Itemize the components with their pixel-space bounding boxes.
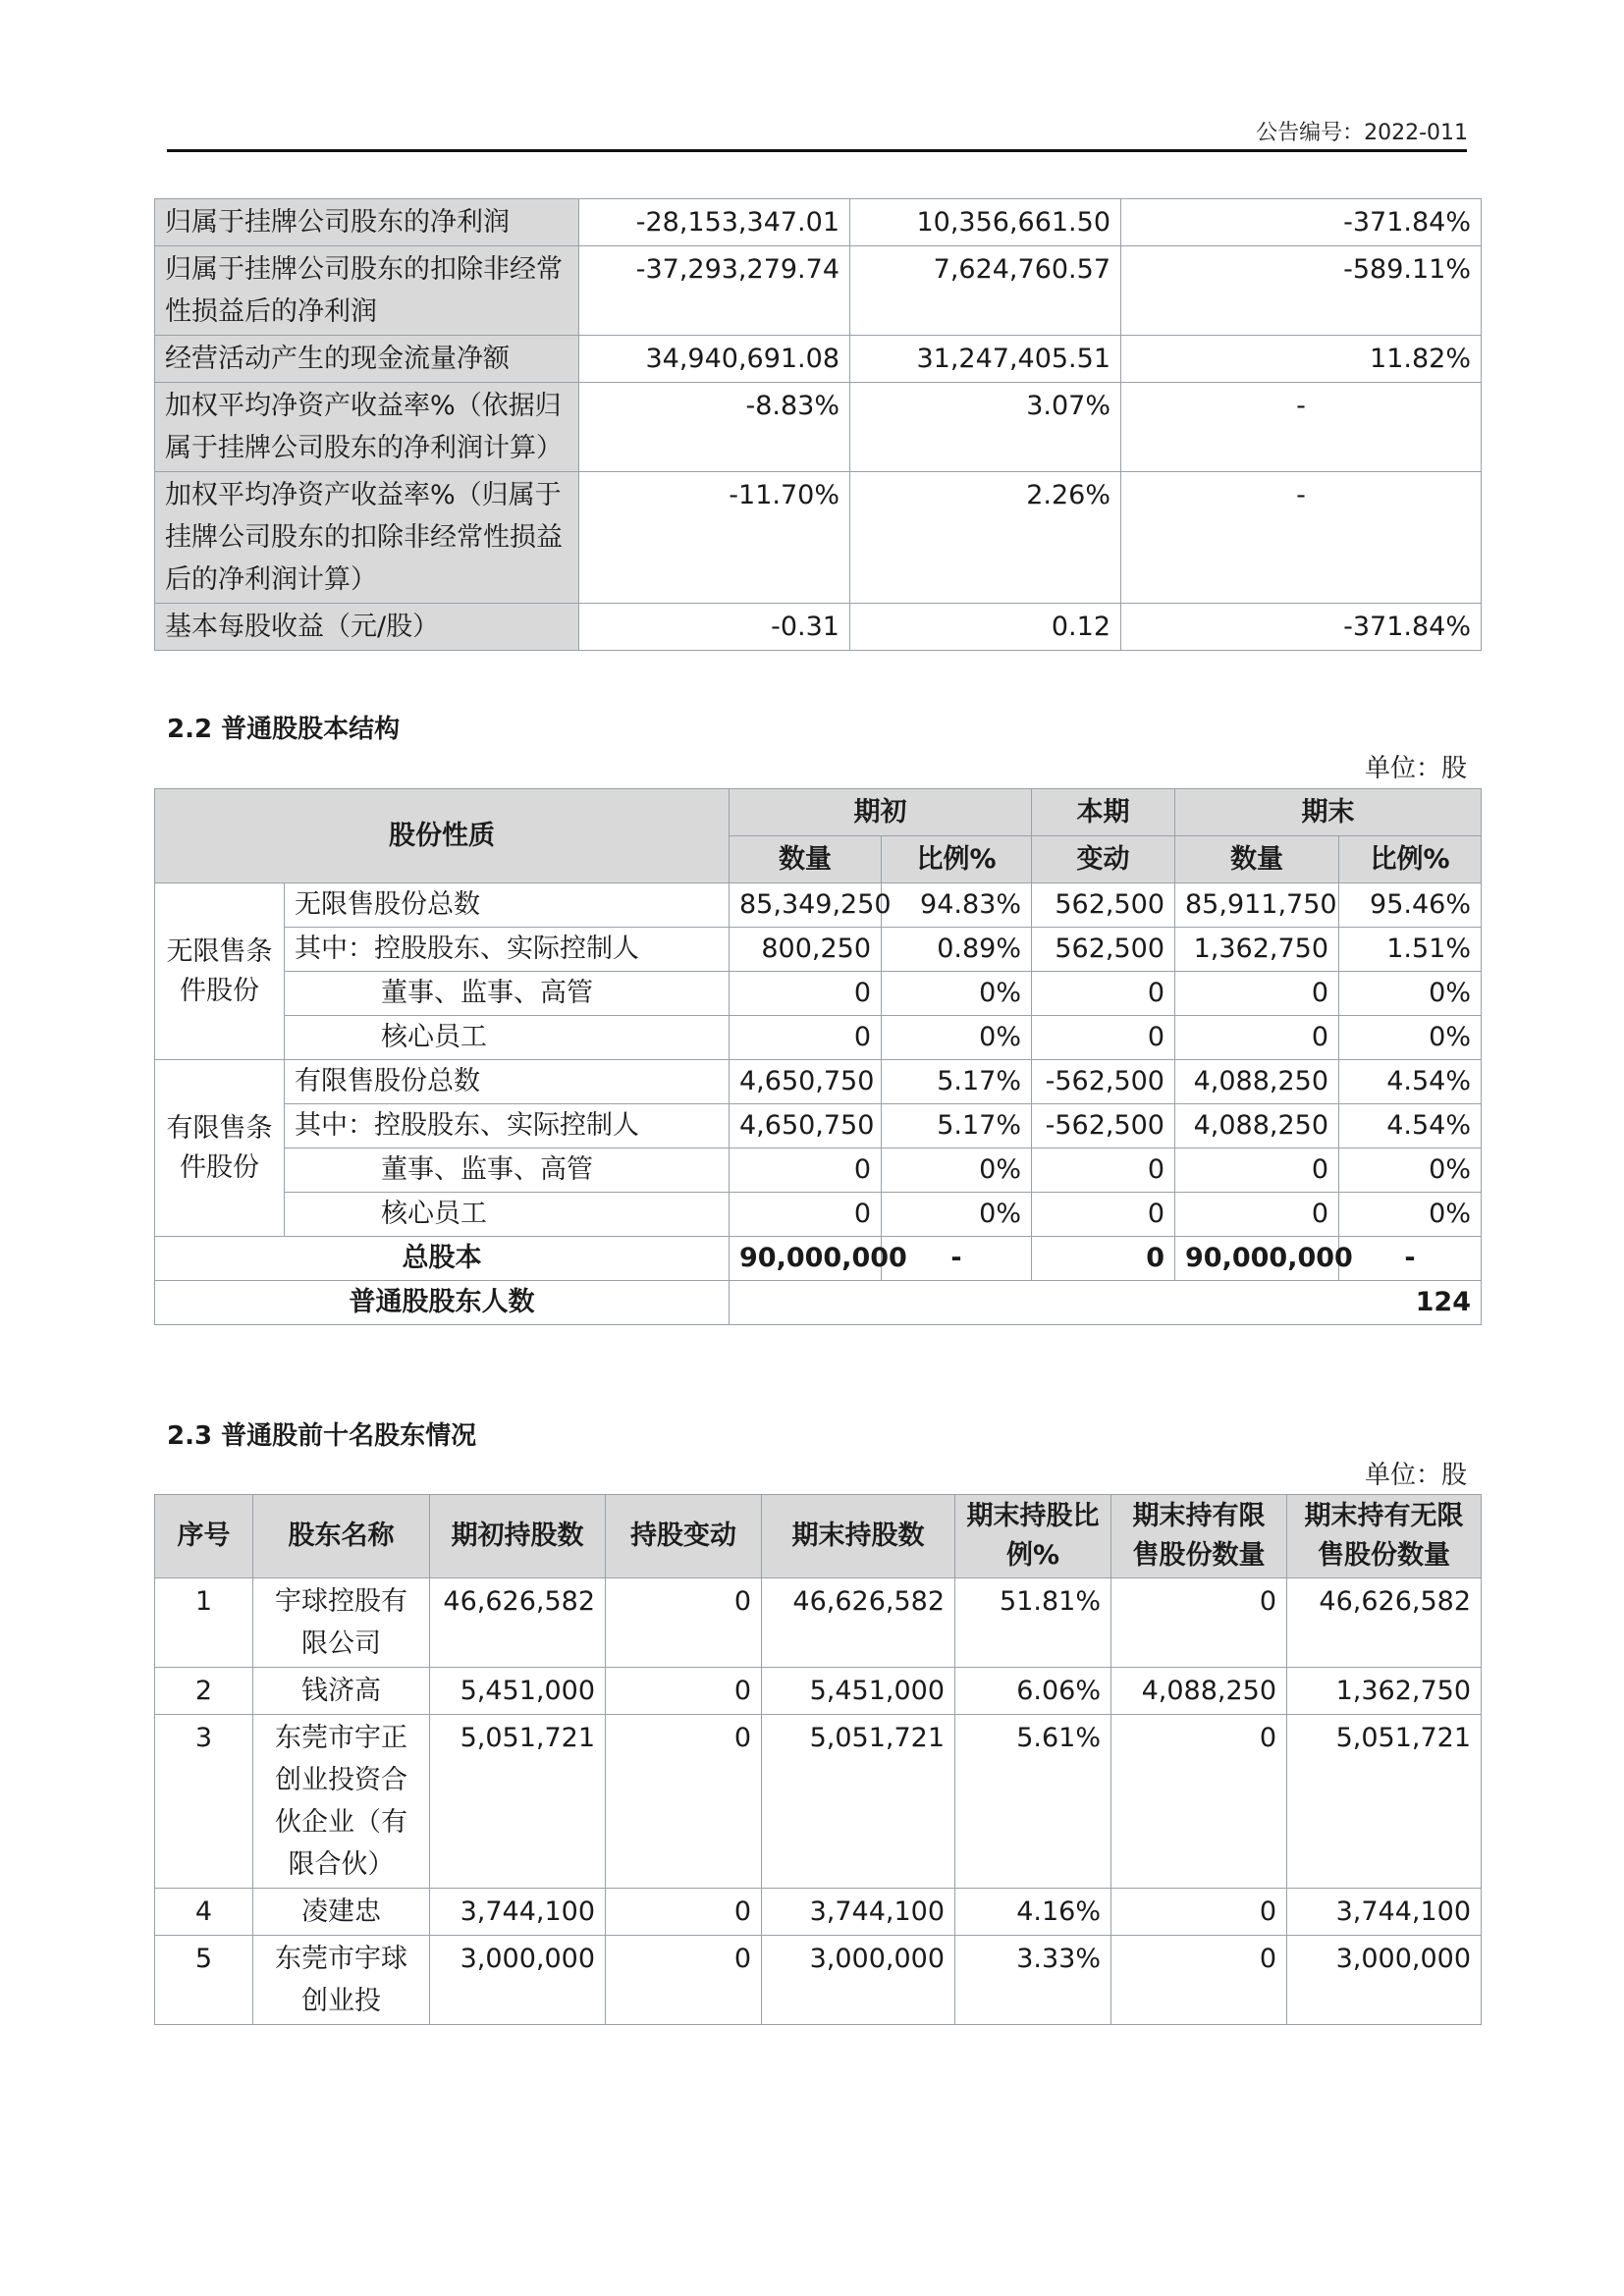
share-structure-table [154,788,1482,1325]
unrestricted-qty: 3,000,000 [1287,1936,1482,2025]
shareholder-name: 凌建忠 [253,1889,430,1936]
column-header: 序号 [155,1495,253,1578]
end-qty: 0 [1175,1193,1339,1237]
total-row [155,1237,1482,1281]
current-value: -11.70% [579,472,850,604]
share-nature-label: 其中：控股股东、实际控制人 [285,1104,730,1148]
end-ratio: 4.54% [1339,1060,1482,1104]
share-nature-label: 核心员工 [285,1016,730,1060]
end-qty: 0 [1175,1016,1339,1060]
end-qty: 0 [1175,972,1339,1016]
financial-indicators-table [154,198,1482,651]
share-nature-label: 有限售股份总数 [285,1060,730,1104]
end-ratio: 1.51% [1339,928,1482,972]
header-rule [167,149,1467,152]
total-label: 总股本 [155,1237,730,1281]
shareholder-name: 宇球控股有限公司 [253,1578,430,1668]
restricted-qty: 0 [1111,1889,1287,1936]
end-qty: 4,088,250 [1175,1104,1339,1148]
header-begin-qty: 数量 [730,836,882,883]
begin-ratio: 0% [882,1148,1032,1193]
table-row [155,472,1482,604]
begin-qty: 4,650,750 [730,1060,882,1104]
table-row [155,1060,1482,1104]
end-holding: 46,626,582 [762,1578,955,1668]
shareholder-name: 东莞市宇球创业投 [253,1936,430,2025]
section-2-3-title: 2.3 普通股前十名股东情况 [167,1421,477,1451]
end-holding: 5,051,721 [762,1715,955,1889]
begin-ratio: 0.89% [882,928,1032,972]
total-begin-qty: 90,000,000 [730,1237,882,1281]
change-rate: -371.84% [1121,199,1482,246]
period-change: 0 [1032,1148,1175,1193]
change-rate: 11.82% [1121,336,1482,383]
begin-holding: 3,000,000 [430,1936,606,2025]
end-ratio: 95.46% [1339,883,1482,928]
table-row [155,972,1482,1016]
header-end-qty: 数量 [1175,836,1339,883]
current-value: -0.31 [579,604,850,651]
table-row [155,199,1482,246]
column-header: 期末持股数 [762,1495,955,1578]
change-rate: - [1121,383,1482,472]
table-row [155,336,1482,383]
begin-ratio: 94.83% [882,883,1032,928]
holders-label: 普通股股东人数 [155,1281,730,1325]
restricted-qty: 0 [1111,1578,1287,1668]
begin-ratio: 5.17% [882,1060,1032,1104]
indicator-label: 归属于挂牌公司股东的扣除非经常性损益后的净利润 [155,246,579,336]
column-header: 期末持股比例% [955,1495,1111,1578]
table-row [155,1104,1482,1148]
header-end-ratio: 比例% [1339,836,1482,883]
unrestricted-qty: 46,626,582 [1287,1578,1482,1668]
holding-change: 0 [606,1668,762,1715]
unrestricted-qty: 5,051,721 [1287,1715,1482,1889]
shareholder-name: 钱济高 [253,1668,430,1715]
table-row [155,1668,1482,1715]
end-qty: 1,362,750 [1175,928,1339,972]
holding-change: 0 [606,1889,762,1936]
share-nature-label: 无限售股份总数 [285,883,730,928]
end-ratio: 51.81% [955,1578,1111,1668]
previous-value: 0.12 [850,604,1121,651]
announcement-number: 公告编号：2022-011 [1256,121,1468,145]
previous-value: 2.26% [850,472,1121,604]
header-change-top: 本期 [1032,789,1175,836]
rank: 1 [155,1578,253,1668]
top-shareholders-table [154,1494,1482,2025]
total-begin-ratio: - [882,1237,1032,1281]
column-header: 期初持股数 [430,1495,606,1578]
begin-qty: 0 [730,972,882,1016]
period-change: 0 [1032,972,1175,1016]
current-value: -28,153,347.01 [579,199,850,246]
section-2-2-title: 2.2 普通股股本结构 [167,715,401,744]
end-ratio: 0% [1339,1193,1482,1237]
restricted-qty: 4,088,250 [1111,1668,1287,1715]
end-ratio: 4.54% [1339,1104,1482,1148]
change-rate: -371.84% [1121,604,1482,651]
end-ratio: 0% [1339,1016,1482,1060]
column-header: 期末持有限售股份数量 [1111,1495,1287,1578]
previous-value: 7,624,760.57 [850,246,1121,336]
end-qty: 4,088,250 [1175,1060,1339,1104]
period-change: 562,500 [1032,883,1175,928]
holding-change: 0 [606,1715,762,1889]
header-change-bottom: 变动 [1032,836,1175,883]
end-ratio: 3.33% [955,1936,1111,2025]
section-2-3-unit: 单位：股 [1364,1461,1467,1490]
table-row [155,246,1482,336]
table-row [155,1016,1482,1060]
holders-count: 124 [730,1281,1482,1325]
group-restricted: 有限售条件股份 [155,1060,285,1237]
table-row [155,928,1482,972]
begin-qty: 85,349,250 [730,883,882,928]
restricted-qty: 0 [1111,1936,1287,2025]
restricted-qty: 0 [1111,1715,1287,1889]
current-value: -8.83% [579,383,850,472]
column-header: 股东名称 [253,1495,430,1578]
table-row [155,1936,1482,2025]
previous-value: 3.07% [850,383,1121,472]
shareholder-name: 东莞市宇正创业投资合伙企业（有限合伙） [253,1715,430,1889]
rank: 5 [155,1936,253,2025]
end-holding: 3,000,000 [762,1936,955,2025]
begin-qty: 4,650,750 [730,1104,882,1148]
total-end-qty: 90,000,000 [1175,1237,1339,1281]
indicator-label: 经营活动产生的现金流量净额 [155,336,579,383]
period-change: 562,500 [1032,928,1175,972]
period-change: -562,500 [1032,1060,1175,1104]
share-nature-label: 核心员工 [285,1193,730,1237]
begin-qty: 800,250 [730,928,882,972]
end-ratio: 0% [1339,1148,1482,1193]
header-end: 期末 [1175,789,1482,836]
previous-value: 31,247,405.51 [850,336,1121,383]
table-row [155,1193,1482,1237]
total-change: 0 [1032,1237,1175,1281]
total-end-ratio: - [1339,1237,1482,1281]
begin-qty: 0 [730,1193,882,1237]
end-qty: 85,911,750 [1175,883,1339,928]
unrestricted-qty: 1,362,750 [1287,1668,1482,1715]
holders-row [155,1281,1482,1325]
unrestricted-qty: 3,744,100 [1287,1889,1482,1936]
begin-qty: 0 [730,1148,882,1193]
end-qty: 0 [1175,1148,1339,1193]
table-row [155,1578,1482,1668]
end-ratio: 5.61% [955,1715,1111,1889]
indicator-label: 加权平均净资产收益率%（依据归属于挂牌公司股东的净利润计算） [155,383,579,472]
header-begin: 期初 [730,789,1032,836]
table-row [155,1148,1482,1193]
header-share-nature: 股份性质 [155,789,730,883]
begin-qty: 0 [730,1016,882,1060]
column-header: 期末持有无限售股份数量 [1287,1495,1482,1578]
indicator-label: 归属于挂牌公司股东的净利润 [155,199,579,246]
current-value: 34,940,691.08 [579,336,850,383]
table-row [155,883,1482,928]
current-value: -37,293,279.74 [579,246,850,336]
begin-ratio: 5.17% [882,1104,1032,1148]
period-change: 0 [1032,1016,1175,1060]
rank: 4 [155,1889,253,1936]
share-nature-label: 其中：控股股东、实际控制人 [285,928,730,972]
holding-change: 0 [606,1578,762,1668]
table-row [155,383,1482,472]
column-header: 持股变动 [606,1495,762,1578]
holding-change: 0 [606,1936,762,2025]
indicator-label: 加权平均净资产收益率%（归属于挂牌公司股东的扣除非经常性损益后的净利润计算） [155,472,579,604]
table-row [155,1889,1482,1936]
begin-holding: 3,744,100 [430,1889,606,1936]
rank: 2 [155,1668,253,1715]
end-holding: 3,744,100 [762,1889,955,1936]
begin-holding: 46,626,582 [430,1578,606,1668]
begin-ratio: 0% [882,972,1032,1016]
change-rate: - [1121,472,1482,604]
share-nature-label: 董事、监事、高管 [285,1148,730,1193]
indicator-label: 基本每股收益（元/股） [155,604,579,651]
end-ratio: 4.16% [955,1889,1111,1936]
change-rate: -589.11% [1121,246,1482,336]
begin-ratio: 0% [882,1193,1032,1237]
previous-value: 10,356,661.50 [850,199,1121,246]
rank: 3 [155,1715,253,1889]
section-2-2-unit: 单位：股 [1364,754,1467,783]
end-ratio: 0% [1339,972,1482,1016]
begin-ratio: 0% [882,1016,1032,1060]
begin-holding: 5,051,721 [430,1715,606,1889]
table-row [155,1715,1482,1889]
end-ratio: 6.06% [955,1668,1111,1715]
begin-holding: 5,451,000 [430,1668,606,1715]
table-row [155,604,1482,651]
share-nature-label: 董事、监事、高管 [285,972,730,1016]
group-unrestricted: 无限售条件股份 [155,883,285,1060]
period-change: -562,500 [1032,1104,1175,1148]
end-holding: 5,451,000 [762,1668,955,1715]
header-begin-ratio: 比例% [882,836,1032,883]
period-change: 0 [1032,1193,1175,1237]
